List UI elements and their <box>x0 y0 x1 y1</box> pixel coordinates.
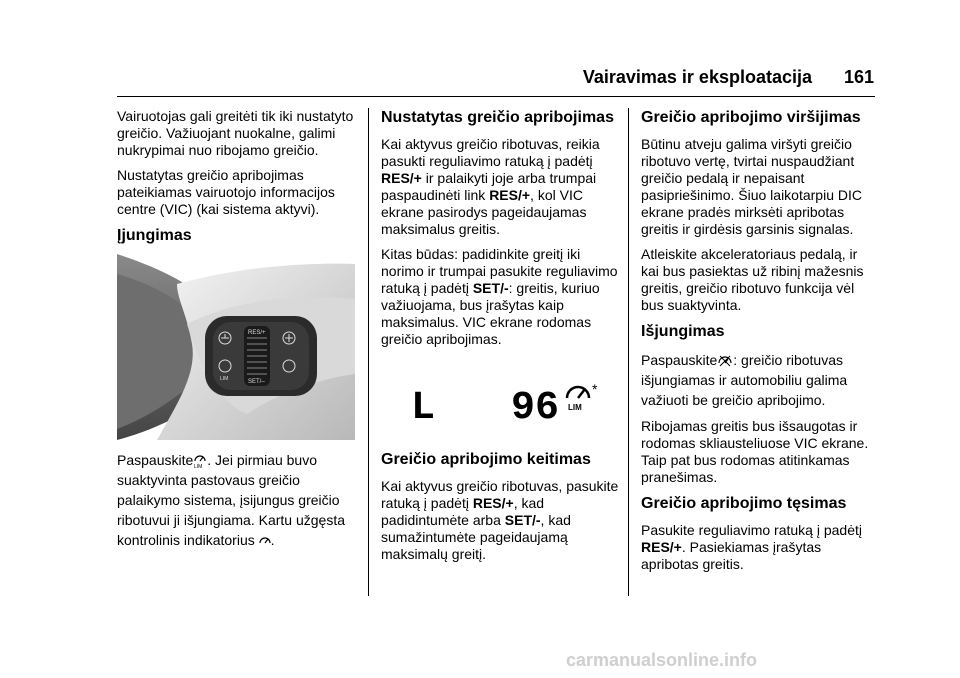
display-gear-letter: L <box>411 386 436 431</box>
vic-display-illustration <box>381 358 611 438</box>
column-divider-1 <box>368 108 369 596</box>
cruise-control-icon <box>259 535 271 547</box>
paragraph: Vairuotojas gali greitėti tik iki nustatyto greičio. Važiuojant nuokalne, galimi nukrypimai nuo ribojamo greičio. <box>117 108 354 158</box>
paragraph: Atleiskite akceleratoriaus pedalą, ir kai bus pasiektas už ribinį mažesnis greitis, greičio ribotuvo funkcija vėl bus suaktyvinta. <box>641 246 864 313</box>
chapter-title: Vairavimas ir eksploatacija <box>582 67 812 87</box>
header-rule <box>117 96 875 97</box>
wheel-res-label: RES/+ <box>248 330 266 336</box>
section-heading: Greičio apribojimo viršijimas <box>641 109 861 126</box>
paragraph: Būtinu atveju galima viršyti greičio ribotuvo vertę, tvirtai nuspaudžiant greičio pedalą ir nepaisant pasipriešinimo. Šiuo laikotarpiu DIC ekrane pradės mirksėti apribotas greitis ir girdėsis garsinis signalas. <box>641 136 862 237</box>
speed-limiter-icon <box>193 453 207 469</box>
column-3 <box>641 108 877 581</box>
svg-text:LIM: LIM <box>194 464 203 470</box>
limiter-off-icon <box>717 354 733 368</box>
wheel-set-label: SET/– <box>248 379 265 385</box>
page-number: 161 <box>843 67 874 87</box>
column-divider-2 <box>628 108 629 596</box>
paragraph: Paspauskite LIM . Jei pirmiau buvo suaktyvinta pastovaus greičio palaikymo sistema, įsijungus greičio ribotuvui ji išjungiama. Kartu užgęsta kontrolinis indikatorius . <box>117 452 346 548</box>
section-heading: Įjungimas <box>117 227 192 244</box>
paragraph: Nustatytas greičio apribojimas pateikiamas vairuotojo informacijos centre (VIC) (kai sistema aktyvi). <box>117 167 335 217</box>
paragraph: Paspauskite : greičio ribotuvas išjungiamas ir automobiliu galima važiuoti be greičio apribojimo. <box>641 352 848 408</box>
section-heading: Greičio apribojimo tęsimas <box>641 495 847 512</box>
paragraph: Pasukite reguliavimo ratuką į padėtį RES/+. Pasiekiamas įrašytas apribotas greitis. <box>641 522 863 572</box>
paragraph: Kitas būdas: padidinkite greitį iki norimo ir trumpai pasukite reguliavimo ratuką į padėtį SET/-: greitis, kuriuo važiuojama, bus įrašytas kaip maksimalus. VIC ekrane rodomas greičio apribojimas. <box>381 246 618 347</box>
column-1 <box>117 108 357 558</box>
wheel-lim-label: LIM <box>220 376 229 382</box>
paragraph: Ribojamas greitis bus išsaugotas ir rodomas skliausteliuose VIC ekrane. Taip pat bus rodomas atitinkamas pranešimas. <box>641 418 869 485</box>
paragraph: Kai aktyvus greičio ribotuvas, reikia pasukti reguliavimo ratuką į padėtį RES/+ ir palaikyti joje arba trumpai paspaudinėti link RES/+, kol VIC ekrane pasirodys pageidaujamas maksimalus greitis. <box>381 136 600 237</box>
paragraph: Kai aktyvus greičio ribotuvas, pasukite ratuką į padėtį RES/+, kad padidintumėte arba SET/-, kad sumažintumėte pageidaujamą maksimalų greitį. <box>381 478 619 562</box>
display-star: * <box>592 381 598 397</box>
display-limiter-icon <box>567 387 589 412</box>
section-heading: Greičio apribojimo keitimas <box>381 451 591 468</box>
steering-wheel-image <box>117 254 355 440</box>
column-2 <box>381 108 621 571</box>
svg-text:LIM: LIM <box>568 403 582 412</box>
display-speed-value: 96 <box>511 386 560 431</box>
section-heading: Nustatytas greičio apribojimas <box>381 109 614 126</box>
section-heading: Išjungimas <box>641 323 725 340</box>
watermark: carmanualsonline.info <box>566 650 758 670</box>
